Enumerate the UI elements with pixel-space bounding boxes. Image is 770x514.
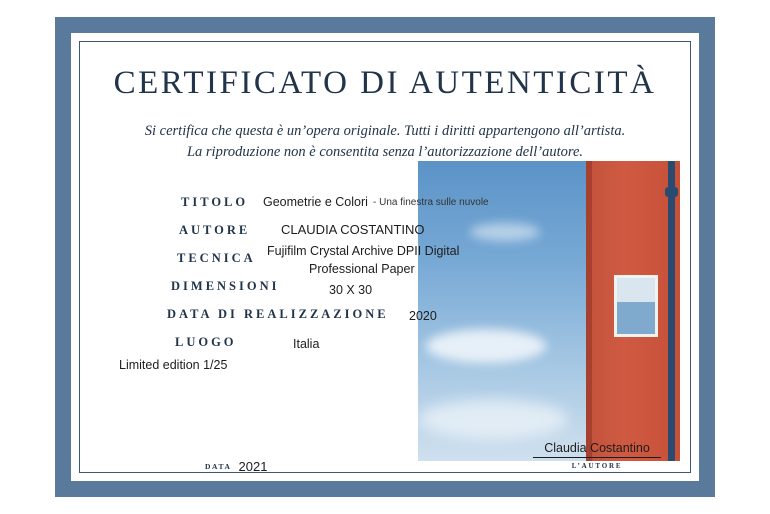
signature-caption: L’AUTORE (571, 462, 623, 470)
certificate-fields (121, 193, 521, 361)
photo-drainpipe (668, 161, 675, 461)
photo-cloud (418, 399, 568, 439)
label-tecnica: TECNICA (177, 251, 256, 265)
photo-window-glass (617, 302, 655, 334)
statement-line-2: La riproduzione non è consentita senza l’autorizzazione dell’autore. (186, 144, 584, 161)
certificate-statement (71, 121, 699, 163)
field-row-dimensioni (121, 277, 521, 305)
certificate-content (71, 33, 699, 481)
value-luogo: Italia (293, 337, 320, 351)
value-tecnica-line-1: Fujifilm Crystal Archive DPII Digital (267, 244, 460, 258)
value-titolo: Geometrie e Colori (263, 195, 368, 209)
field-row-luogo (121, 333, 521, 361)
value-titolo-subtitle: - Una finestra sulle nuvole (373, 197, 489, 208)
label-data: DATA (205, 461, 232, 471)
label-luogo: LUOGO (175, 335, 237, 349)
photo-drainpipe-cap (665, 187, 678, 197)
label-titolo: TITOLO (181, 195, 249, 209)
field-row-data-realizzazione (121, 305, 521, 333)
field-row-titolo (121, 193, 521, 221)
value-data-realizzazione: 2020 (409, 309, 437, 323)
page-title: CERTIFICATO DI AUTENTICITÀ (113, 65, 657, 101)
value-dimensioni: 30 X 30 (329, 283, 373, 297)
label-data-realizzazione: DATA DI REALIZZAZIONE (167, 307, 389, 321)
certificate-inner-panel (71, 33, 699, 481)
certificate-outer-frame (55, 17, 715, 497)
photo-window (614, 275, 658, 337)
signature-block (523, 441, 671, 470)
signature-rule (533, 457, 661, 458)
statement-line-1: Si certifica che questa è un’opera originale. Tutti i diritti appartengono all’artista. (144, 123, 626, 139)
signature-name: Claudia Costantino (544, 441, 650, 455)
field-row-tecnica (121, 244, 521, 277)
label-dimensioni: DIMENSIONI (171, 279, 280, 293)
limited-edition-text: Limited edition 1/25 (119, 358, 228, 372)
photo-wall-edge (586, 161, 592, 461)
value-data: 2021 (238, 458, 268, 474)
label-autore: AUTORE (179, 223, 251, 237)
certificate-date-block (205, 457, 267, 475)
value-tecnica-line-2: Professional Paper (309, 262, 415, 276)
value-autore: CLAUDIA COSTANTINO (281, 222, 425, 237)
